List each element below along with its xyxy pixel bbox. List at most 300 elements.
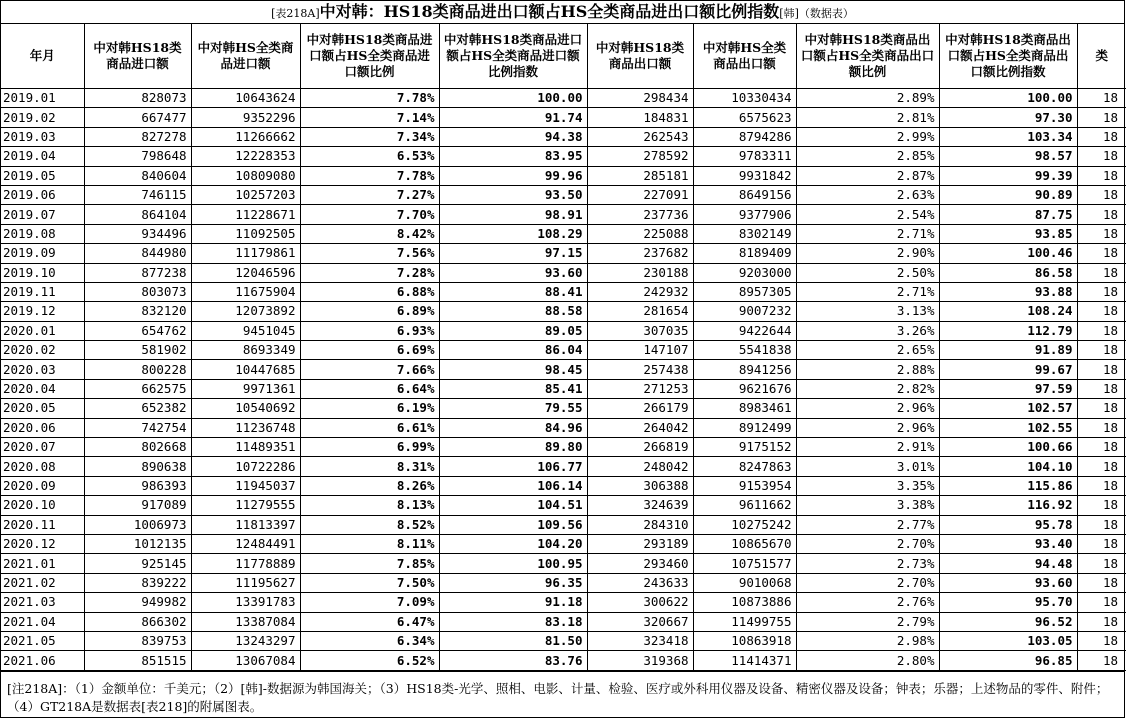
table-cell: 95.70 <box>939 593 1077 612</box>
table-cell: 2.54% <box>796 205 939 224</box>
table-cell: 230188 <box>587 263 693 282</box>
table-row <box>1 573 1126 592</box>
month-cell: 2021.05 <box>1 631 84 650</box>
table-row <box>1 166 1126 185</box>
table-cell: 2.82% <box>796 379 939 398</box>
table-cell: 917089 <box>84 496 191 515</box>
table-cell: 2.71% <box>796 224 939 243</box>
table-cell: 18 <box>1077 166 1126 185</box>
table-cell: 18 <box>1077 593 1126 612</box>
table-cell: 2.79% <box>796 612 939 631</box>
table-cell: 184831 <box>587 108 693 127</box>
table-cell: 9377906 <box>693 205 796 224</box>
footnote: [注218A]：（1）金额单位：千美元；（2）[韩]-数据源为韩国海关；（3）HS18类-光学、照相、电影、计量、检验、医疗或外科用仪器及设备、精密仪器及设备；钟表；乐器；上述物品的零件、附件；（4）GT218A是数据表[表218]的附属图表。 <box>1 671 1124 718</box>
table-cell: 11179861 <box>191 244 300 263</box>
table-cell: 8.11% <box>300 534 439 553</box>
table-cell: 103.34 <box>939 127 1077 146</box>
table-cell: 278592 <box>587 147 693 166</box>
table-cell: 293189 <box>587 534 693 553</box>
table-cell: 103.05 <box>939 631 1077 650</box>
table-cell: 18 <box>1077 360 1126 379</box>
table-cell: 106.77 <box>439 457 587 476</box>
table-cell: 2.73% <box>796 554 939 573</box>
month-cell: 2019.11 <box>1 282 84 301</box>
table-cell: 2.70% <box>796 534 939 553</box>
table-cell: 18 <box>1077 438 1126 457</box>
table-row <box>1 534 1126 553</box>
table-cell: 86.04 <box>439 341 587 360</box>
table-cell: 2.80% <box>796 651 939 670</box>
table-row <box>1 321 1126 340</box>
table-cell: 109.56 <box>439 515 587 534</box>
table-cell: 102.57 <box>939 399 1077 418</box>
table-cell: 83.95 <box>439 147 587 166</box>
table-cell: 839222 <box>84 573 191 592</box>
table-cell: 798648 <box>84 147 191 166</box>
table-cell: 93.40 <box>939 534 1077 553</box>
table-cell: 851515 <box>84 651 191 670</box>
table-cell: 10330434 <box>693 89 796 108</box>
table-cell: 6.64% <box>300 379 439 398</box>
table-cell: 18 <box>1077 244 1126 263</box>
table-cell: 225088 <box>587 224 693 243</box>
title-suffix: [韩]（数据表） <box>779 7 854 20</box>
table-cell: 18 <box>1077 282 1126 301</box>
table-row <box>1 224 1126 243</box>
table-cell: 652382 <box>84 399 191 418</box>
table-cell: 108.29 <box>439 224 587 243</box>
table-cell: 10275242 <box>693 515 796 534</box>
table-cell: 9611662 <box>693 496 796 515</box>
table-cell: 800228 <box>84 360 191 379</box>
table-cell: 83.76 <box>439 651 587 670</box>
table-cell: 9203000 <box>693 263 796 282</box>
table-cell: 324639 <box>587 496 693 515</box>
table-cell: 8.26% <box>300 476 439 495</box>
month-cell: 2019.01 <box>1 89 84 108</box>
table-cell: 18 <box>1077 399 1126 418</box>
month-cell: 2020.07 <box>1 438 84 457</box>
table-cell: 10873886 <box>693 593 796 612</box>
table-cell: 18 <box>1077 496 1126 515</box>
table-cell: 746115 <box>84 185 191 204</box>
table-cell: 18 <box>1077 185 1126 204</box>
table-cell: 116.92 <box>939 496 1077 515</box>
table-cell: 8189409 <box>693 244 796 263</box>
month-cell: 2020.08 <box>1 457 84 476</box>
table-cell: 108.24 <box>939 302 1077 321</box>
table-cell: 6.99% <box>300 438 439 457</box>
table-row <box>1 379 1126 398</box>
table-cell: 99.96 <box>439 166 587 185</box>
table-cell: 100.66 <box>939 438 1077 457</box>
table-cell: 93.88 <box>939 282 1077 301</box>
month-cell: 2021.03 <box>1 593 84 612</box>
table-cell: 2.65% <box>796 341 939 360</box>
table-cell: 89.05 <box>439 321 587 340</box>
table-cell: 237736 <box>587 205 693 224</box>
table-cell: 11489351 <box>191 438 300 457</box>
table-cell: 13243297 <box>191 631 300 650</box>
month-cell: 2020.06 <box>1 418 84 437</box>
header-row <box>1 24 1126 89</box>
table-cell: 2.63% <box>796 185 939 204</box>
table-cell: 2.85% <box>796 147 939 166</box>
table-cell: 18 <box>1077 224 1126 243</box>
table-cell: 88.58 <box>439 302 587 321</box>
table-cell: 91.18 <box>439 593 587 612</box>
table-cell: 94.48 <box>939 554 1077 573</box>
table-cell: 8.31% <box>300 457 439 476</box>
column-header: 中对韩HS全类商品出口额 <box>693 24 796 89</box>
table-cell: 10751577 <box>693 554 796 573</box>
table-cell: 10447685 <box>191 360 300 379</box>
table-row <box>1 127 1126 146</box>
table-cell: 3.26% <box>796 321 939 340</box>
table-cell: 90.89 <box>939 185 1077 204</box>
table-cell: 8649156 <box>693 185 796 204</box>
month-cell: 2020.05 <box>1 399 84 418</box>
table-cell: 83.18 <box>439 612 587 631</box>
table-row <box>1 205 1126 224</box>
table-cell: 8983461 <box>693 399 796 418</box>
table-cell: 93.85 <box>939 224 1077 243</box>
table-cell: 1012135 <box>84 534 191 553</box>
table-cell: 7.78% <box>300 166 439 185</box>
table-cell: 6.52% <box>300 651 439 670</box>
table-cell: 18 <box>1077 147 1126 166</box>
table-cell: 7.28% <box>300 263 439 282</box>
month-cell: 2019.04 <box>1 147 84 166</box>
table-cell: 9422644 <box>693 321 796 340</box>
table-cell: 98.91 <box>439 205 587 224</box>
table-cell: 2.91% <box>796 438 939 457</box>
table-cell: 2.96% <box>796 399 939 418</box>
table-cell: 319368 <box>587 651 693 670</box>
month-cell: 2021.06 <box>1 651 84 670</box>
table-cell: 96.52 <box>939 612 1077 631</box>
table-cell: 18 <box>1077 418 1126 437</box>
table-row <box>1 457 1126 476</box>
table-row <box>1 438 1126 457</box>
table-cell: 667477 <box>84 108 191 127</box>
table-cell: 662575 <box>84 379 191 398</box>
table-cell: 925145 <box>84 554 191 573</box>
column-header: 中对韩HS18类商品出口额占HS全类商品出口额比例指数 <box>939 24 1077 89</box>
table-cell: 840604 <box>84 166 191 185</box>
table-cell: 11236748 <box>191 418 300 437</box>
table-cell: 298434 <box>587 89 693 108</box>
table-cell: 112.79 <box>939 321 1077 340</box>
table-cell: 8941256 <box>693 360 796 379</box>
table-cell: 11414371 <box>693 651 796 670</box>
table-cell: 79.55 <box>439 399 587 418</box>
table-cell: 839753 <box>84 631 191 650</box>
table-cell: 7.09% <box>300 593 439 612</box>
table-row <box>1 263 1126 282</box>
table-title <box>1 1 1124 24</box>
table-cell: 11813397 <box>191 515 300 534</box>
table-cell: 147107 <box>587 341 693 360</box>
table-cell: 285181 <box>587 166 693 185</box>
table-cell: 7.85% <box>300 554 439 573</box>
month-cell: 2019.06 <box>1 185 84 204</box>
table-cell: 88.41 <box>439 282 587 301</box>
column-header: 中对韩HS18类商品出口额占HS全类商品出口额比例 <box>796 24 939 89</box>
table-row <box>1 515 1126 534</box>
table-cell: 9352296 <box>191 108 300 127</box>
table-cell: 9783311 <box>693 147 796 166</box>
table-cell: 7.56% <box>300 244 439 263</box>
table-cell: 12228353 <box>191 147 300 166</box>
table-cell: 11499755 <box>693 612 796 631</box>
table-cell: 18 <box>1077 476 1126 495</box>
table-cell: 115.86 <box>939 476 1077 495</box>
month-cell: 2020.04 <box>1 379 84 398</box>
table-cell: 96.35 <box>439 573 587 592</box>
table-cell: 12073892 <box>191 302 300 321</box>
table-cell: 3.35% <box>796 476 939 495</box>
table-cell: 237682 <box>587 244 693 263</box>
table-cell: 8957305 <box>693 282 796 301</box>
table-cell: 8302149 <box>693 224 796 243</box>
table-cell: 6.69% <box>300 341 439 360</box>
table-cell: 742754 <box>84 418 191 437</box>
month-cell: 2020.12 <box>1 534 84 553</box>
table-cell: 2.98% <box>796 631 939 650</box>
table-cell: 18 <box>1077 651 1126 670</box>
table-cell: 18 <box>1077 457 1126 476</box>
column-header: 中对韩HS18类商品进口额 <box>84 24 191 89</box>
table-cell: 100.46 <box>939 244 1077 263</box>
table-row <box>1 554 1126 573</box>
table-cell: 2.77% <box>796 515 939 534</box>
table-row <box>1 89 1126 108</box>
table-row <box>1 612 1126 631</box>
table-cell: 106.14 <box>439 476 587 495</box>
table-cell: 281654 <box>587 302 693 321</box>
table-cell: 6.89% <box>300 302 439 321</box>
table-cell: 243633 <box>587 573 693 592</box>
table-cell: 6.47% <box>300 612 439 631</box>
table-cell: 97.30 <box>939 108 1077 127</box>
table-cell: 18 <box>1077 302 1126 321</box>
table-cell: 104.20 <box>439 534 587 553</box>
table-cell: 262543 <box>587 127 693 146</box>
table-cell: 6.61% <box>300 418 439 437</box>
table-cell: 18 <box>1077 89 1126 108</box>
table-cell: 2.99% <box>796 127 939 146</box>
table-cell: 9010068 <box>693 573 796 592</box>
table-cell: 264042 <box>587 418 693 437</box>
table-cell: 12046596 <box>191 263 300 282</box>
table-cell: 13387084 <box>191 612 300 631</box>
table-cell: 13067084 <box>191 651 300 670</box>
month-cell: 2021.01 <box>1 554 84 573</box>
table-cell: 10722286 <box>191 457 300 476</box>
table-cell: 102.55 <box>939 418 1077 437</box>
table-cell: 18 <box>1077 205 1126 224</box>
table-cell: 89.80 <box>439 438 587 457</box>
table-cell: 6575623 <box>693 108 796 127</box>
table-row <box>1 244 1126 263</box>
table-cell: 91.74 <box>439 108 587 127</box>
table-cell: 6.34% <box>300 631 439 650</box>
table-cell: 97.59 <box>939 379 1077 398</box>
table-row <box>1 360 1126 379</box>
table-cell: 320667 <box>587 612 693 631</box>
table-cell: 84.96 <box>439 418 587 437</box>
month-cell: 2019.03 <box>1 127 84 146</box>
table-cell: 100.00 <box>939 89 1077 108</box>
table-cell: 9621676 <box>693 379 796 398</box>
table-cell: 8.42% <box>300 224 439 243</box>
table-cell: 877238 <box>84 263 191 282</box>
table-cell: 581902 <box>84 341 191 360</box>
column-header: 年月 <box>1 24 84 89</box>
data-table <box>1 24 1126 671</box>
month-cell: 2020.03 <box>1 360 84 379</box>
table-cell: 2.88% <box>796 360 939 379</box>
table-cell: 271253 <box>587 379 693 398</box>
table-cell: 93.50 <box>439 185 587 204</box>
table-cell: 6.19% <box>300 399 439 418</box>
month-cell: 2020.09 <box>1 476 84 495</box>
table-cell: 2.76% <box>796 593 939 612</box>
table-cell: 18 <box>1077 263 1126 282</box>
table-cell: 18 <box>1077 573 1126 592</box>
month-cell: 2019.10 <box>1 263 84 282</box>
table-cell: 844980 <box>84 244 191 263</box>
table-cell: 10809080 <box>191 166 300 185</box>
table-cell: 11228671 <box>191 205 300 224</box>
table-cell: 864104 <box>84 205 191 224</box>
month-cell: 2021.04 <box>1 612 84 631</box>
table-cell: 8794286 <box>693 127 796 146</box>
table-row <box>1 147 1126 166</box>
table-cell: 87.75 <box>939 205 1077 224</box>
table-cell: 10540692 <box>191 399 300 418</box>
table-cell: 949982 <box>84 593 191 612</box>
table-cell: 6.53% <box>300 147 439 166</box>
table-cell: 2.96% <box>796 418 939 437</box>
table-cell: 2.87% <box>796 166 939 185</box>
month-cell: 2019.08 <box>1 224 84 243</box>
table-cell: 97.15 <box>439 244 587 263</box>
table-row <box>1 399 1126 418</box>
table-row <box>1 302 1126 321</box>
table-cell: 100.95 <box>439 554 587 573</box>
table-cell: 96.85 <box>939 651 1077 670</box>
title-prefix: [表218A] <box>271 7 320 20</box>
table-cell: 81.50 <box>439 631 587 650</box>
table-cell: 18 <box>1077 379 1126 398</box>
column-header: 中对韩HS18类商品出口额 <box>587 24 693 89</box>
column-header: 类 <box>1077 24 1126 89</box>
month-cell: 2020.01 <box>1 321 84 340</box>
table-cell: 11945037 <box>191 476 300 495</box>
table-cell: 7.50% <box>300 573 439 592</box>
table-cell: 266819 <box>587 438 693 457</box>
title-main: 中对韩：HS18类商品进出口额占HS全类商品进出口额比例指数 <box>319 2 780 21</box>
table-cell: 7.70% <box>300 205 439 224</box>
table-cell: 7.27% <box>300 185 439 204</box>
table-cell: 802668 <box>84 438 191 457</box>
table-cell: 18 <box>1077 534 1126 553</box>
table-row <box>1 631 1126 650</box>
table-cell: 248042 <box>587 457 693 476</box>
column-header: 中对韩HS18类商品进口额占HS全类商品进口额比例 <box>300 24 439 89</box>
table-cell: 18 <box>1077 127 1126 146</box>
table-cell: 866302 <box>84 612 191 631</box>
table-cell: 9451045 <box>191 321 300 340</box>
table-cell: 890638 <box>84 457 191 476</box>
table-cell: 11266662 <box>191 127 300 146</box>
table-cell: 2.70% <box>796 573 939 592</box>
table-cell: 85.41 <box>439 379 587 398</box>
table-cell: 100.00 <box>439 89 587 108</box>
table-cell: 94.38 <box>439 127 587 146</box>
table-cell: 1006973 <box>84 515 191 534</box>
table-row <box>1 496 1126 515</box>
table-cell: 8693349 <box>191 341 300 360</box>
table-cell: 986393 <box>84 476 191 495</box>
table-cell: 99.67 <box>939 360 1077 379</box>
table-row <box>1 476 1126 495</box>
table-row <box>1 282 1126 301</box>
month-cell: 2019.09 <box>1 244 84 263</box>
month-cell: 2019.07 <box>1 205 84 224</box>
table-cell: 18 <box>1077 631 1126 650</box>
table-cell: 6.93% <box>300 321 439 340</box>
table-cell: 18 <box>1077 612 1126 631</box>
table-row <box>1 651 1126 670</box>
table-cell: 654762 <box>84 321 191 340</box>
table-cell: 98.57 <box>939 147 1077 166</box>
table-cell: 257438 <box>587 360 693 379</box>
table-cell: 12484491 <box>191 534 300 553</box>
table-body <box>1 89 1126 671</box>
table-cell: 18 <box>1077 108 1126 127</box>
month-cell: 2020.11 <box>1 515 84 534</box>
table-cell: 91.89 <box>939 341 1077 360</box>
table-row <box>1 418 1126 437</box>
month-cell: 2021.02 <box>1 573 84 592</box>
table-cell: 323418 <box>587 631 693 650</box>
month-cell: 2019.05 <box>1 166 84 185</box>
table-cell: 832120 <box>84 302 191 321</box>
month-cell: 2019.02 <box>1 108 84 127</box>
table-row <box>1 108 1126 127</box>
table-cell: 9931842 <box>693 166 796 185</box>
table-cell: 9007232 <box>693 302 796 321</box>
table-cell: 86.58 <box>939 263 1077 282</box>
table-cell: 284310 <box>587 515 693 534</box>
table-cell: 9971361 <box>191 379 300 398</box>
table-cell: 2.90% <box>796 244 939 263</box>
table-cell: 104.10 <box>939 457 1077 476</box>
table-cell: 3.01% <box>796 457 939 476</box>
table-cell: 2.81% <box>796 108 939 127</box>
table-cell: 242932 <box>587 282 693 301</box>
table-cell: 227091 <box>587 185 693 204</box>
table-cell: 827278 <box>84 127 191 146</box>
table-cell: 9175152 <box>693 438 796 457</box>
table-cell: 8.52% <box>300 515 439 534</box>
table-cell: 99.39 <box>939 166 1077 185</box>
table-cell: 10863918 <box>693 631 796 650</box>
table-cell: 3.38% <box>796 496 939 515</box>
